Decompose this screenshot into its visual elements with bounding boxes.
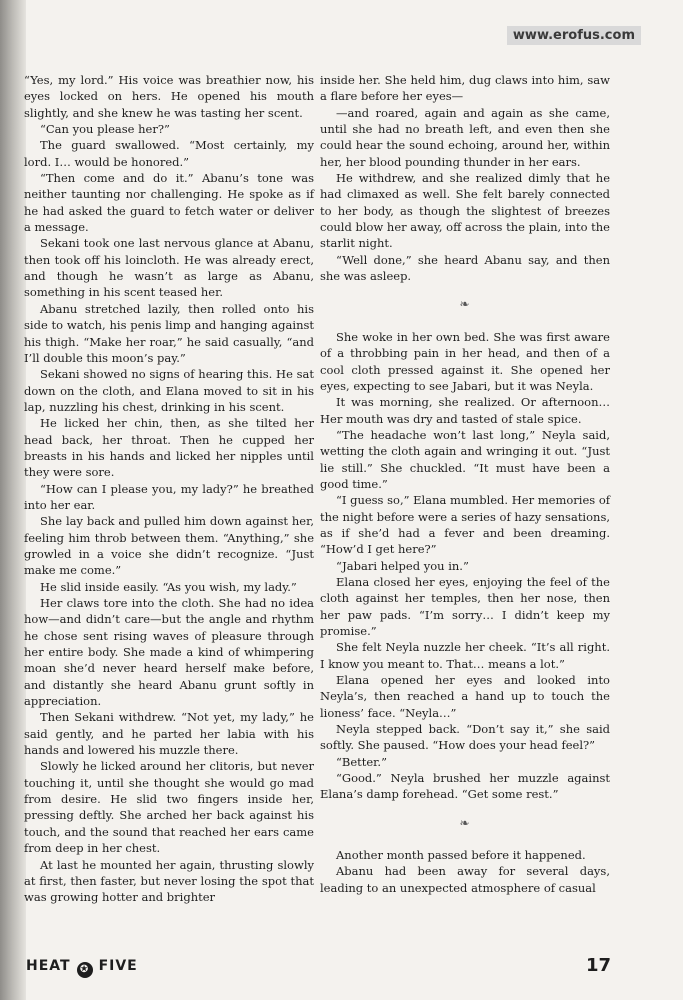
issue-label: FIVE bbox=[98, 958, 138, 974]
right-column-section-3 bbox=[320, 847, 610, 896]
paragraph: “Better.” bbox=[336, 754, 387, 769]
paragraph: Then Sekani withdrew. “Not yet, my lady,” he said gently, and he parted her labia with his hands and lowered his muzzle there. bbox=[24, 710, 314, 758]
paragraph: Elana opened her eyes and looked into Neyla’s, then reached a hand up to touch the lioness’ face. “Neyla…” bbox=[320, 673, 610, 720]
right-column-section-2 bbox=[320, 329, 610, 803]
section-break-ornament: ❧ bbox=[459, 815, 471, 830]
paragraph: “Then come and do it.” Abanu’s tone was neither taunting nor challenging. He spoke as if he had asked the guard to fetch water or deliver a message. bbox=[24, 171, 314, 235]
paragraph: She woke in her own bed. She was first aware of a throbbing pain in her head, and then of a cool cloth pressed against it. She opened her eyes, expecting to see Jabari, but it was Neyla. bbox=[320, 329, 610, 393]
page-spine-shadow bbox=[0, 0, 26, 1000]
section-break-ornament: ❧ bbox=[459, 297, 471, 312]
paragraph: Abanu stretched lazily, then rolled onto his side to watch, his penis limp and hanging against his thigh. “Make her roar,” he said casually, “and I’ll double this moon’s pay.” bbox=[24, 301, 314, 365]
heat-logo-icon: ✪ bbox=[77, 962, 93, 978]
right-column-section-1 bbox=[320, 72, 610, 284]
paragraph: “Good.” Neyla brushed her muzzle against Elana’s damp forehead. “Get some rest.” bbox=[320, 771, 610, 802]
paragraph: Slowly he licked around her clitoris, but never touching it, until she thought she would go mad from desire. He slid two fingers inside her, pressing deftly. She arched her back against his touch, and the sound that reached her ears came from deep in her chest. bbox=[24, 759, 314, 856]
left-column bbox=[24, 72, 314, 906]
page-footer bbox=[26, 955, 611, 979]
paragraph: Another month passed before it happened. bbox=[336, 848, 586, 863]
paragraph: The guard swallowed. “Most certainly, my lord. I… would be honored.” bbox=[24, 138, 314, 169]
paragraph: Her claws tore into the cloth. She had no idea how—and didn’t care—but the angle and rhythm he chose sent rising waves of pleasure through her entire body. She made a kind of whimpering moan she’d never heard herself make before, and distantly she heard Abanu grunt softly in appreciation. bbox=[24, 596, 314, 709]
paragraph: He withdrew, and she realized dimly that he had climaxed as well. She felt barely connected to her body, as though the slightest of breezes could blow her away, off across the plain, into the starlit night. bbox=[320, 171, 610, 251]
paragraph: inside her. She held him, dug claws into him, saw a flare before her eyes— bbox=[320, 73, 610, 104]
paragraph: Sekani showed no signs of hearing this. He sat down on the cloth, and Elana moved to sit in his lap, nuzzling his chest, drinking in his scent. bbox=[24, 367, 314, 414]
magazine-name: HEAT bbox=[26, 958, 71, 974]
paragraph: “The headache won’t last long,” Neyla said, wetting the cloth again and wringing it out. “Just lie still.” She chuckled. “It must have been a good time.” bbox=[320, 427, 610, 491]
paragraph: She felt Neyla nuzzle her cheek. “It’s all right. I know you meant to. That… means a lot.” bbox=[320, 640, 610, 671]
running-footer bbox=[26, 958, 138, 978]
paragraph: Sekani took one last nervous glance at Abanu, then took off his loincloth. He was already erect, and though he wasn’t as large as Abanu, something in his scent teased her. bbox=[24, 236, 314, 300]
paragraph: It was morning, she realized. Or afternoon… Her mouth was dry and tasted of stale spice. bbox=[320, 395, 610, 426]
paragraph: Neyla stepped back. “Don’t say it,” she said softly. She paused. “How does your head feel?” bbox=[320, 722, 610, 753]
paragraph: She lay back and pulled him down against her, feeling him throb between them. “Anything,” she growled in a voice she didn’t recognize. “Just make me come.” bbox=[24, 514, 314, 578]
paragraph: At last he mounted her again, thrusting slowly at first, then faster, but never losing the spot that was growing hotter and brighter bbox=[24, 857, 314, 905]
paragraph: He licked her chin, then, as she tilted her head back, her throat. Then he cupped her breasts in his hands and licked her nipples until they were sore. bbox=[24, 416, 314, 480]
paragraph: “Can you please her?” bbox=[40, 122, 170, 137]
paragraph: —and roared, again and again as she came, until she had no breath left, and even then she could hear the sound echoing, around her, within her, her blood pounding thunder in her ears. bbox=[320, 105, 610, 169]
paragraph: “Yes, my lord.” His voice was breathier now, his eyes locked on hers. He opened his mouth slightly, and she knew he was tasting her scent. bbox=[24, 73, 314, 120]
paragraph: He slid inside easily. “As you wish, my lady.” bbox=[40, 579, 297, 594]
paragraph: Abanu had been away for several days, leading to an unexpected atmosphere of casual bbox=[320, 864, 610, 895]
paragraph: “Jabari helped you in.” bbox=[336, 558, 469, 573]
page-number: 17 bbox=[585, 955, 611, 976]
watermark: www.erofus.com bbox=[507, 26, 641, 45]
paragraph: “Well done,” she heard Abanu say, and then she was asleep. bbox=[320, 252, 610, 284]
paragraph: “I guess so,” Elana mumbled. Her memories of the night before were a series of hazy sensations, as if she’d had a fever and been dreaming. “How’d I get here?” bbox=[320, 493, 610, 557]
right-column bbox=[320, 72, 610, 896]
paragraph: “How can I please you, my lady?” he breathed into her ear. bbox=[24, 481, 314, 512]
paragraph: Elana closed her eyes, enjoying the feel of the cloth against her temples, then her nose, then her paw pads. “I’m sorry… I didn’t keep my promise.” bbox=[320, 574, 610, 638]
